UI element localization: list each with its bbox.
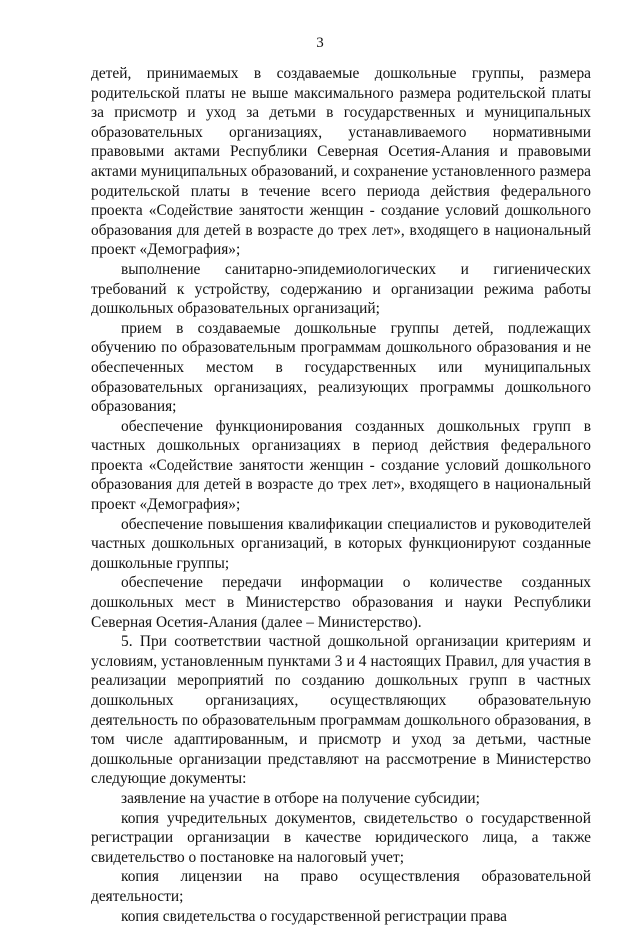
paragraph-registration-certificate: копия свидетельства о государственной регистрации права xyxy=(121,907,507,925)
paragraph-qualification: обеспечение повышения квалификации специалистов и руководителей частных дошкольных организаций, в которых функционируют созданные дошкольные группы; xyxy=(91,515,591,572)
paragraph-admission: прием в создаваемые дошкольные группы детей, подлежащих обучению по образовательным программам дошкольного образования и не обеспеченных местом в государственных или муниципальных образовательных организациях, реализующих программы дошкольного образования; xyxy=(91,319,591,416)
paragraph-application: заявление на участие в отборе на получение субсидии; xyxy=(121,789,480,807)
document-body xyxy=(91,64,591,926)
paragraph-clause-5: 5. При соответствии частной дошкольной организации критериям и условиям, установленным пунктами 3 и 4 настоящих Правил, для участия в реализации мероприятий по созданию дошкольных групп в частных дошкольных организациях, осуществляющих образовательную деятельность по образовательным программам дошкольного образования, в том числе адаптированным, и присмотр и уход за детьми, частные дошкольные организации представляют на рассмотрение в Министерство следующие документы: xyxy=(91,633,591,788)
paragraph-information-transfer: обеспечение передачи информации о количестве созданных дошкольных мест в Министерство образования и науки Республики Северная Осетия-Алания (далее – Министерство). xyxy=(91,574,591,631)
paragraph-license: копия лицензии на право осуществления образовательной деятельности; xyxy=(91,868,591,905)
paragraph-functioning: обеспечение функционирования созданных дошкольных групп в частных дошкольных организациях в период действия федерального проекта «Содействие занятости женщин - создание условий дошкольного образования для детей в возрасте до трех лет», входящего в национальный проект «Демография»; xyxy=(91,417,591,514)
paragraph-founding-documents: копия учредительных документов, свидетельство о государственной регистрации организации в качестве юридического лица, а также свидетельство о постановке на налоговый учет; xyxy=(91,809,591,866)
page-number: 3 xyxy=(316,35,324,51)
paragraph-sanitary-requirements: выполнение санитарно-эпидемиологических и гигиенических требований к устройству, содержанию и организации режима работы дошкольных образовательных организаций; xyxy=(91,260,591,318)
paragraph-continuation: детей, принимаемых в создаваемые дошкольные группы, размера родительской платы не выше максимального размера родительской платы за присмотр и уход за детьми в государственных и муниципальных образовательных организациях, устанавливаемого нормативными правовыми актами Республики Северная Осетия-Алания и правовыми актами муниципальных образований, и сохранение установленного размера родительской платы в течение всего периода действия федерального проекта «Содействие занятости женщин - создание условий дошкольного образования для детей в возрасте до трех лет», входящего в национальный проект «Демография»; xyxy=(91,65,591,259)
